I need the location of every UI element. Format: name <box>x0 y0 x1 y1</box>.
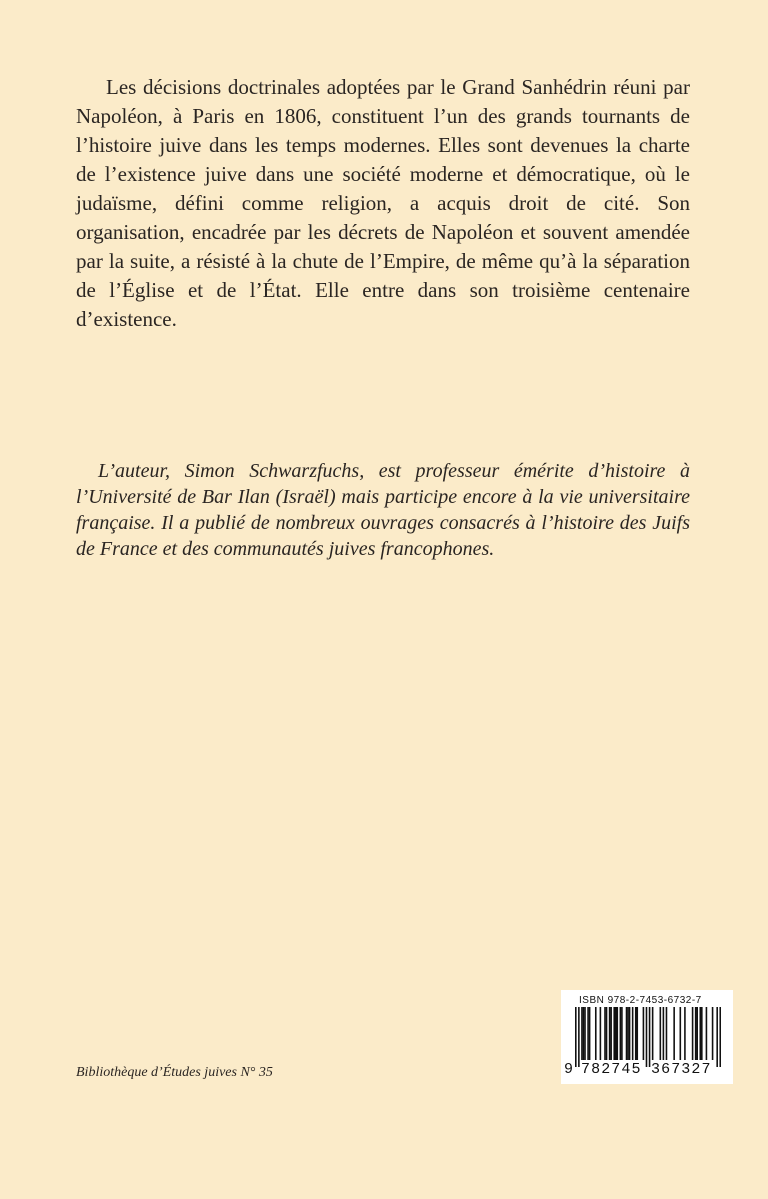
barcode-bar <box>696 1007 698 1060</box>
isbn-barcode <box>561 990 733 1084</box>
ean-left-group: 782745 <box>581 1061 642 1078</box>
barcode-bar <box>615 1007 617 1060</box>
barcode-bar <box>635 1007 637 1060</box>
barcode-bar <box>660 1007 662 1060</box>
barcode-bar <box>583 1007 585 1060</box>
barcode-bar <box>673 1007 675 1060</box>
barcode-bar <box>595 1007 597 1060</box>
barcode-bar <box>575 1007 577 1067</box>
barcode-bar <box>695 1007 697 1060</box>
barcode-bar <box>716 1007 718 1067</box>
barcode-bar <box>719 1007 721 1067</box>
barcode-bar <box>663 1007 665 1060</box>
barcode-bar <box>609 1007 611 1060</box>
barcode-bar <box>632 1007 634 1060</box>
barcode-bar <box>643 1007 645 1060</box>
barcode-bar <box>587 1007 589 1060</box>
barcode-bar <box>666 1007 668 1060</box>
barcode-bar <box>699 1007 701 1060</box>
barcode-bar <box>646 1007 648 1067</box>
barcode-bar <box>701 1007 703 1060</box>
isbn-label: ISBN 978-2-7453-6732-7 <box>579 995 702 1006</box>
barcode-bars <box>575 1007 721 1067</box>
barcode-bar <box>706 1007 708 1060</box>
barcode-bar <box>616 1007 618 1060</box>
barcode-bar <box>613 1007 615 1060</box>
book-summary: Les décisions doctrinales adoptées par le Grand Sanhédrin réuni par Napoléon, à Paris en 1806, constituent l’un des grands tournants de l’histoire juive dans les temps modernes. Elles sont devenues la charte de l’existence juive dans une société moderne et démocratique, où le judaïsme, défini comme religion, a acquis droit de cité. Son organisation, encadrée par les décrets de Napoléon et souvent amendée par la suite, a résisté à la chute de l’Empire, de même qu’à la séparation de l’Église et de l’État. Elle entre dans son troisième centenaire d’existence. <box>76 75 690 331</box>
barcode-bar <box>692 1007 694 1060</box>
barcode-bar <box>621 1007 623 1060</box>
barcode-bar <box>578 1007 580 1067</box>
barcode-bar <box>626 1007 628 1060</box>
barcode-bar <box>600 1007 602 1060</box>
barcode-bar <box>649 1007 651 1067</box>
barcode-bar <box>606 1007 608 1060</box>
barcode-bar <box>680 1007 682 1060</box>
barcode-bar <box>584 1007 586 1060</box>
barcode-bar <box>712 1007 714 1060</box>
ean-first-digit: 9 <box>564 1061 574 1078</box>
ean-right-group: 367327 <box>651 1061 712 1078</box>
barcode-bar <box>629 1007 631 1060</box>
barcode-bar <box>610 1007 612 1060</box>
barcode-bar <box>604 1007 606 1060</box>
series-label: Bibliothèque d’Études juives N° 35 <box>76 1065 273 1080</box>
barcode-bar <box>652 1007 654 1060</box>
author-biography: L’auteur, Simon Schwarzfuchs, est professeur émérite d’histoire à l’Université de Bar Ilan (Israël) mais participe encore à la vie universitaire française. Il a publié de nombreux ouvrages consacrés à l’histoire des Juifs de France et des communautés juives francophones. <box>76 460 690 560</box>
barcode-bar <box>684 1007 686 1060</box>
barcode-bar <box>589 1007 591 1060</box>
barcode-bar <box>620 1007 622 1060</box>
barcode-bar <box>636 1007 638 1060</box>
barcode-bar <box>581 1007 583 1060</box>
barcode-bar <box>627 1007 629 1060</box>
